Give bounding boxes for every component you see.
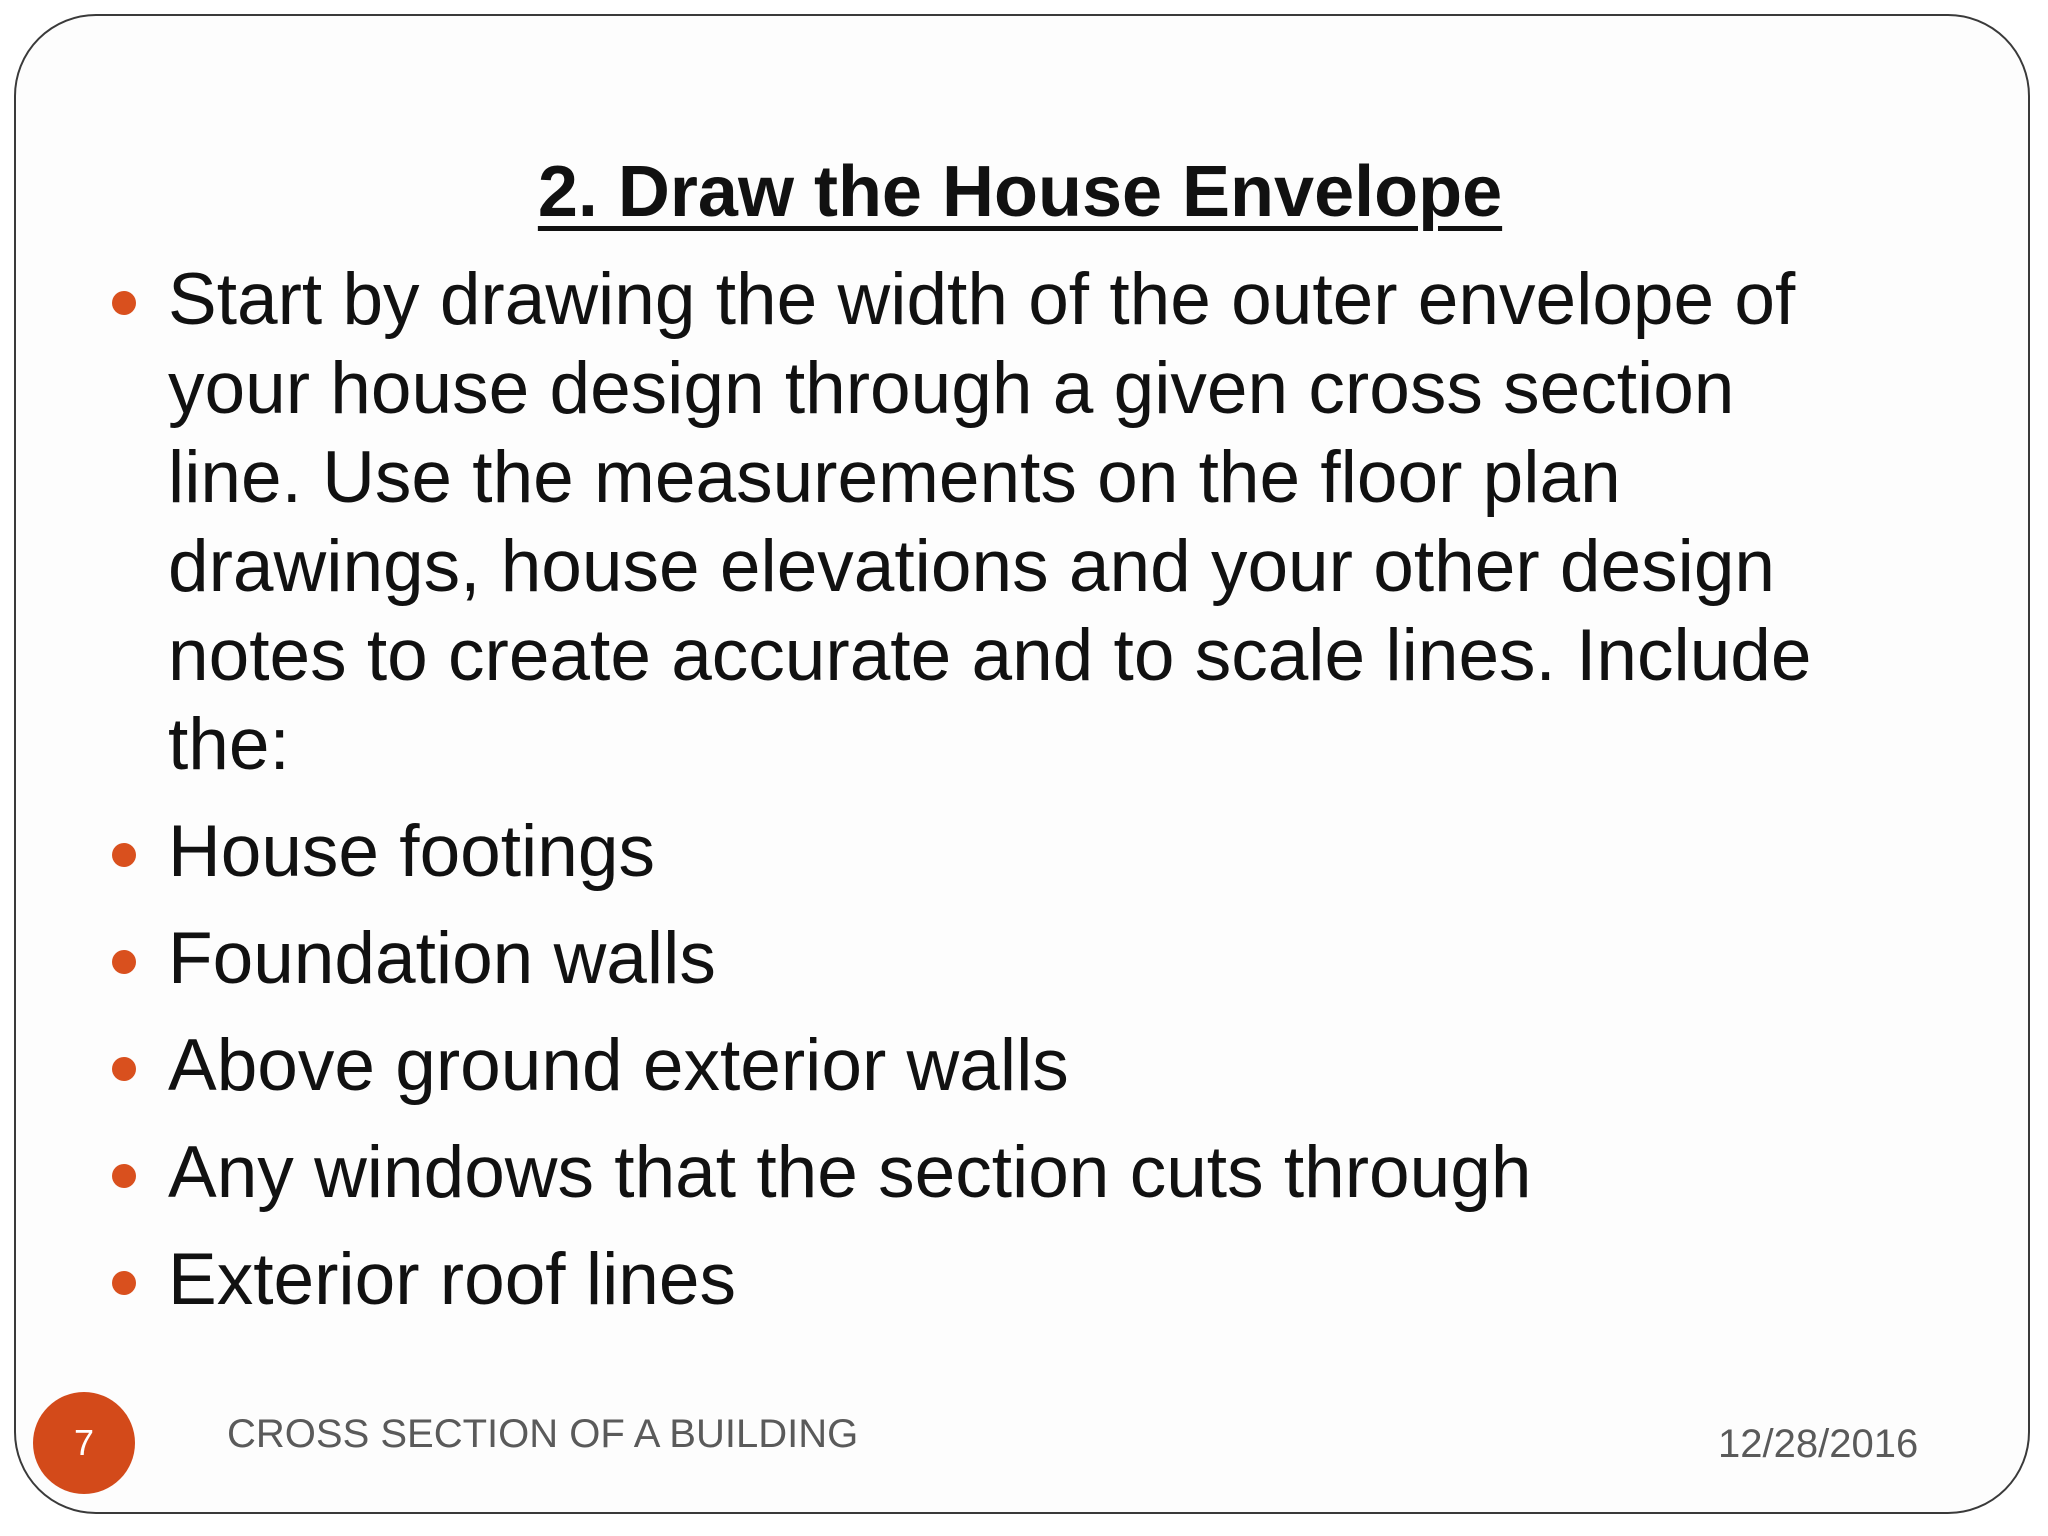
bullet-dot-icon <box>112 843 136 867</box>
bullet-item <box>100 1021 1880 1110</box>
bullet-item <box>100 914 1880 1003</box>
footer-title: CROSS SECTION OF A BUILDING <box>227 1412 859 1456</box>
bullet-item <box>100 1235 1880 1324</box>
bullet-text: Exterior roof lines <box>168 1239 736 1320</box>
bullet-text: Foundation walls <box>168 918 716 999</box>
bullet-dot-icon <box>112 291 136 315</box>
bullet-list <box>100 255 1880 1342</box>
bullet-dot-icon <box>112 1271 136 1295</box>
bullet-text: Above ground exterior walls <box>168 1025 1069 1106</box>
bullet-item <box>100 255 1880 789</box>
slide-title <box>0 150 2040 234</box>
bullet-item <box>100 807 1880 896</box>
bullet-item <box>100 1128 1880 1217</box>
bullet-text: Start by drawing the width of the outer envelope of your house design through a given cross section line. Use the measurements on the floor plan drawings, house elevations and your other design notes to create accurate and to scale lines. Include the: <box>168 259 1812 785</box>
slide-title-text: 2. Draw the House Envelope <box>537 152 1503 232</box>
footer-date: 12/28/2016 <box>1718 1422 1919 1466</box>
bullet-dot-icon <box>112 950 136 974</box>
bullet-dot-icon <box>112 1164 136 1188</box>
bullet-dot-icon <box>112 1057 136 1081</box>
page-number-badge: 7 <box>33 1392 135 1494</box>
bullet-text: Any windows that the section cuts through <box>168 1132 1532 1213</box>
bullet-text: House footings <box>168 811 655 892</box>
